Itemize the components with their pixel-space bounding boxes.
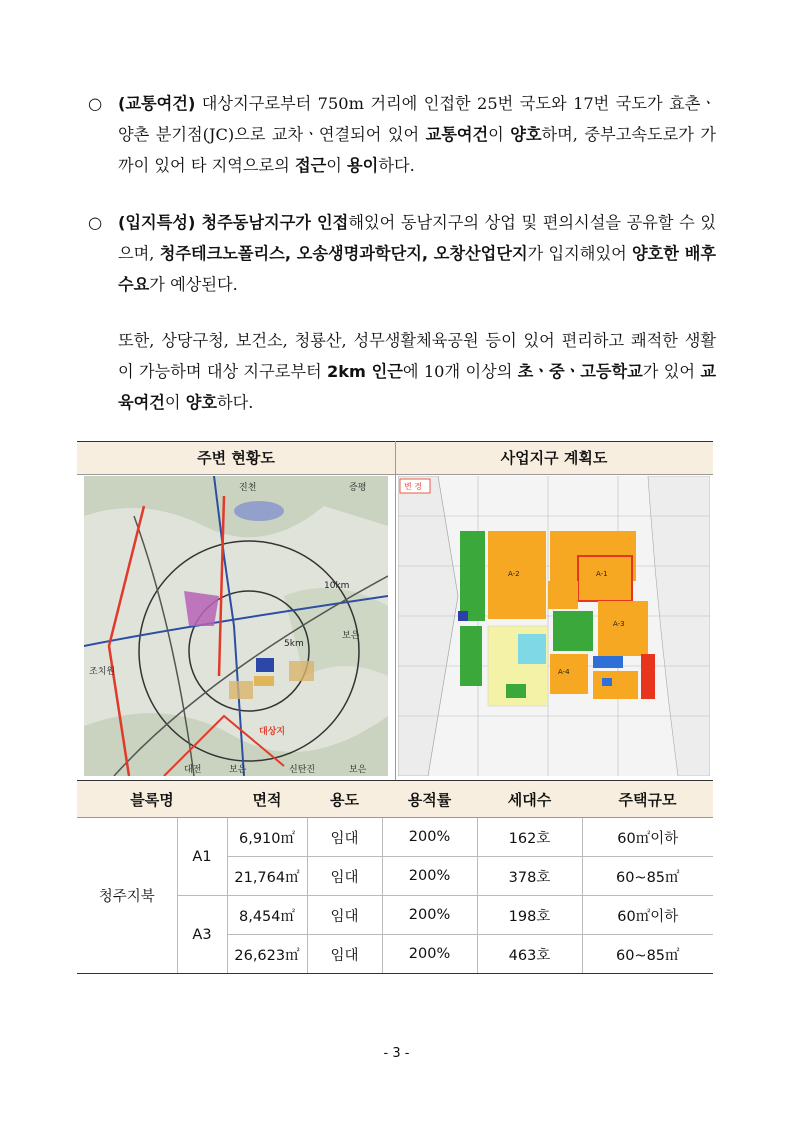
units-cell: 198호 (477, 896, 582, 935)
bold-text: 2km 인근 (326, 362, 403, 381)
map-label: 보은 (349, 765, 367, 775)
far-cell: 200% (382, 818, 477, 857)
map-label: 5km (284, 639, 304, 649)
paragraph-heading: (교통여건) (118, 94, 196, 113)
bold-text: 접근 (294, 156, 327, 175)
housing-block-table (77, 780, 713, 974)
text: 가 예상된다. (149, 275, 238, 294)
map-label: 조치원 (89, 667, 116, 677)
text: 에 10개 이상의 (402, 362, 518, 381)
map-label: 대전 (184, 765, 202, 775)
area-map-graphic (84, 476, 388, 776)
bold-text: 양호 (185, 393, 217, 412)
size-cell: 60~85㎡ (582, 857, 713, 896)
far-cell: 200% (382, 857, 477, 896)
bullet-symbol: ○ (88, 213, 103, 232)
map-label: 보은 (229, 765, 247, 775)
size-cell: 60㎡이하 (582, 896, 713, 935)
area-cell: 8,454㎡ (227, 896, 307, 935)
far-cell: 200% (382, 896, 477, 935)
area-cell: 6,910㎡ (227, 818, 307, 857)
plan-block-label: A-4 (558, 668, 570, 676)
text: 해있어 동남지구의 상업 및 편의시설을 공유할 수 있으며, (118, 213, 716, 263)
col-header-far: 용적률 (382, 781, 477, 818)
text: 하다. (378, 156, 415, 175)
plan-block-label: A-2 (508, 570, 520, 578)
bold-text: 초ㆍ중ㆍ고등학교 (517, 362, 643, 381)
right-figure-title: 사업지구 계획도 (500, 449, 608, 467)
units-cell: 162호 (477, 818, 582, 857)
far-cell: 200% (382, 935, 477, 974)
units-cell: 378호 (477, 857, 582, 896)
table-row (77, 818, 713, 857)
use-cell: 임대 (307, 896, 382, 935)
map-label: 증평 (349, 483, 367, 493)
bold-text: 청주동남지구가 인접 (195, 213, 349, 232)
col-header-use: 용도 (307, 781, 382, 818)
use-cell: 임대 (307, 857, 382, 896)
use-cell: 임대 (307, 818, 382, 857)
left-figure-title: 주변 현황도 (197, 449, 275, 467)
paragraph-heading: (입지특성) (118, 213, 196, 232)
col-header-units: 세대수 (477, 781, 582, 818)
site-plan-graphic (398, 476, 710, 776)
units-cell: 463호 (477, 935, 582, 974)
map-label: 10km (324, 581, 350, 591)
map-label: 진천 (239, 483, 257, 493)
figure-divider (395, 441, 396, 781)
col-header-area: 면적 (227, 781, 307, 818)
site-plan-map (398, 476, 710, 776)
bold-text: 양호 (510, 125, 542, 144)
text: 또한, 상당구청, 보건소, 청룡산, 성무생활체육공원 등이 있어 편리하고 쾌적한 생활이 가능하며 대상 지구로부터 (118, 331, 716, 381)
district-cell: 청주지북 (77, 818, 177, 974)
bullet-symbol: ○ (88, 94, 103, 113)
map-label: 보은 (342, 631, 360, 641)
block-name-cell: A1 (177, 818, 227, 896)
paragraph-environment (118, 325, 716, 418)
surrounding-area-map (84, 476, 388, 776)
bold-text: 양호한 배후수요 (118, 244, 716, 294)
bold-text: 교육여건 (118, 362, 716, 412)
text: 이 (326, 156, 348, 175)
use-cell: 임대 (307, 935, 382, 974)
area-cell: 21,764㎡ (227, 857, 307, 896)
map-label: 신탄진 (289, 765, 316, 775)
block-name-cell: A3 (177, 896, 227, 974)
paragraph-transport (88, 88, 716, 181)
paragraph-location (88, 207, 716, 300)
bold-text: 청주테크노폴리스, 오송생명과학단지, 오창산업단지 (159, 244, 528, 263)
col-header-size: 주택규모 (582, 781, 713, 818)
size-cell: 60~85㎡ (582, 935, 713, 974)
text: 가 입지해있어 (527, 244, 633, 263)
col-header-block: 블록명 (77, 781, 227, 818)
bold-text: 용이 (347, 156, 379, 175)
text: 하다. (217, 393, 254, 412)
text: 대상지구로부터 750m 거리에 인접한 25번 국도와 17번 국도가 효촌ㆍ양촌 분기점(JC)으로 교차ㆍ연결되어 있어 (118, 94, 716, 144)
text: 하며, 중부고속도로가 가까이 있어 타 지역으로의 (118, 125, 716, 175)
text: 이 (488, 125, 511, 144)
plan-block-label: A-3 (613, 620, 625, 628)
text: 이 (164, 393, 186, 412)
map-label-target: 대상지 (259, 727, 286, 737)
bold-text: 교통여건 (425, 125, 489, 144)
plan-block-label: A-1 (596, 570, 608, 578)
page-number: - 3 - (383, 1046, 410, 1061)
table-header-row (77, 781, 713, 818)
plan-stamp: 변 경 (404, 482, 422, 491)
size-cell: 60㎡이하 (582, 818, 713, 857)
area-cell: 26,623㎡ (227, 935, 307, 974)
text: 가 있어 (642, 362, 701, 381)
